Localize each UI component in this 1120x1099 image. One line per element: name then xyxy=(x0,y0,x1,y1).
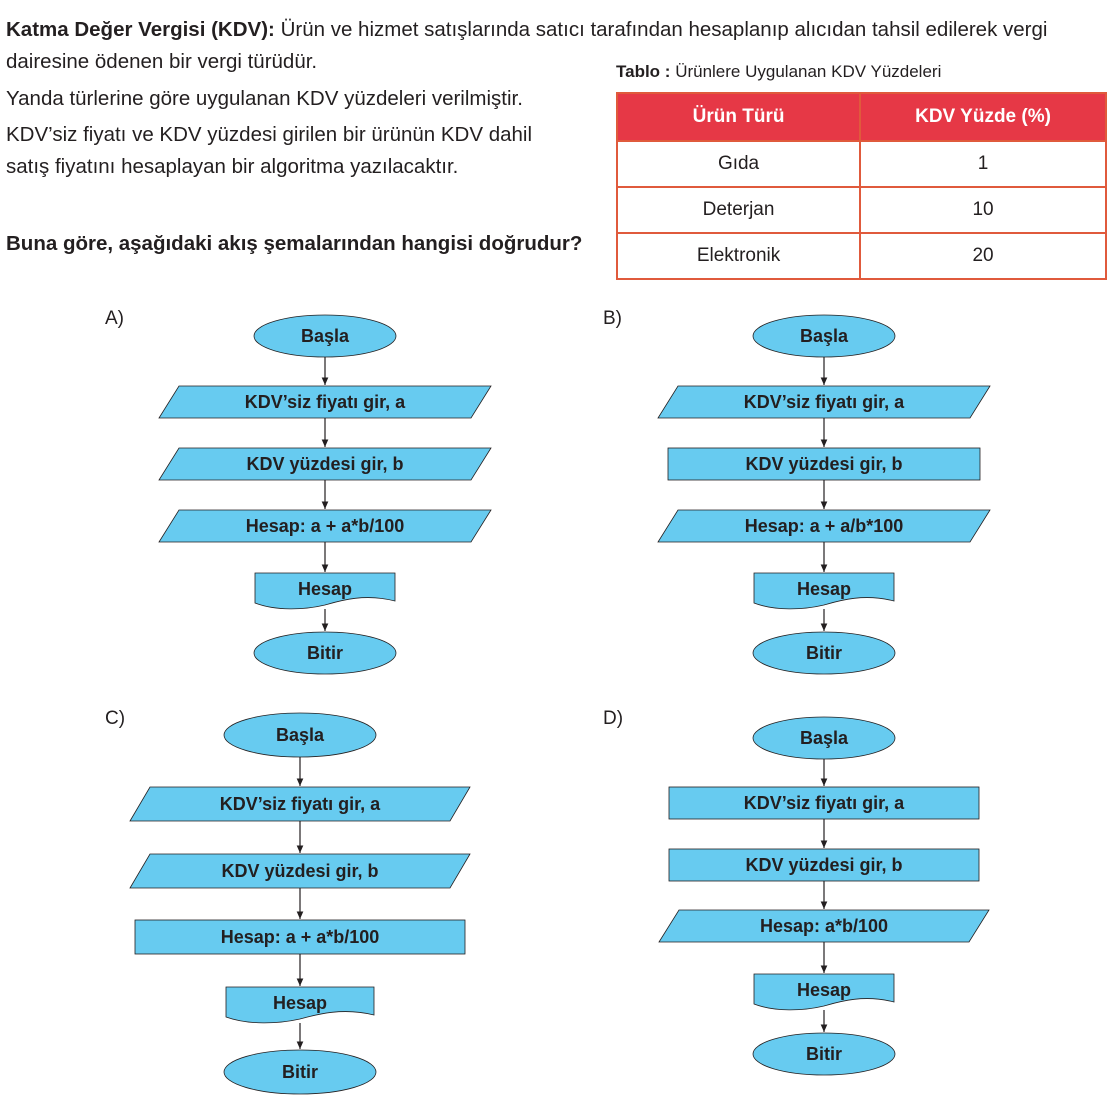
option-b-input-percent-label: KDV yüzdesi gir, b xyxy=(745,454,903,474)
option-b-process-label: Hesap: a + a/b*100 xyxy=(744,516,904,536)
option-a-label: A) xyxy=(105,308,124,329)
option-a-end-label: Bitir xyxy=(307,643,343,663)
question-text: Buna göre, aşağıdaki akış şemalarından hangisi doğrudur? xyxy=(6,232,583,255)
option-a-output-label: Hesap xyxy=(297,579,353,599)
option-b-label: B) xyxy=(603,308,622,329)
definition-text: Ürün ve hizmet satışlarında satıcı tarafından hesaplanıp alıcıdan tahsil edilerek vergi dairesine ödenen bir vergi türüdür. xyxy=(6,18,1048,73)
table-cell: 20 xyxy=(860,233,1106,279)
intro-line-table-ref: Yanda türlerine göre uygulanan KDV yüzdeleri verilmiştir. xyxy=(6,87,523,110)
option-a-input-percent-label: KDV yüzdesi gir, b xyxy=(246,454,404,474)
option-b-output-label: Hesap xyxy=(796,579,852,599)
table-cell: Gıda xyxy=(617,141,860,187)
option-b-start-label: Başla xyxy=(799,326,849,346)
table-caption-label: Tablo : xyxy=(616,62,671,81)
intro-line-algorithm-b: satış fiyatını hesaplayan bir algoritma yazılacaktır. xyxy=(6,155,459,178)
header-product-type: Ürün Türü xyxy=(617,93,860,141)
option-c-start-label: Başla xyxy=(275,725,325,745)
option-d-output-label: Hesap xyxy=(796,980,852,1000)
option-b-end-label: Bitir xyxy=(806,643,842,663)
option-c-output-label: Hesap xyxy=(272,993,328,1013)
option-c-input-percent-label: KDV yüzdesi gir, b xyxy=(221,861,379,881)
table-cell: Elektronik xyxy=(617,233,860,279)
table-cell: 10 xyxy=(860,187,1106,233)
option-c-end-label: Bitir xyxy=(282,1062,318,1082)
option-c-input-price-label: KDV’siz fiyatı gir, a xyxy=(219,794,381,814)
option-d-start-label: Başla xyxy=(799,728,849,748)
option-d-process-label: Hesap: a*b/100 xyxy=(759,916,889,936)
option-a-input-price-label: KDV’siz fiyatı gir, a xyxy=(244,392,406,412)
header-kdv-percent: KDV Yüzde (%) xyxy=(860,93,1106,141)
option-a-start-label: Başla xyxy=(300,326,350,346)
option-d-input-price-label: KDV’siz fiyatı gir, a xyxy=(743,793,905,813)
term-kdv: Katma Değer Vergisi (KDV): xyxy=(6,18,275,41)
option-d-end-label: Bitir xyxy=(806,1044,842,1064)
table-cell: Deterjan xyxy=(617,187,860,233)
table-caption-title: Ürünlere Uygulanan KDV Yüzdeleri xyxy=(675,62,942,81)
table-cell: 1 xyxy=(860,141,1106,187)
option-d-input-percent-label: KDV yüzdesi gir, b xyxy=(745,855,903,875)
option-c-label: C) xyxy=(105,708,126,729)
option-c-process-label: Hesap: a + a*b/100 xyxy=(220,927,380,947)
intro-line-algorithm-a: KDV’siz fiyatı ve KDV yüzdesi girilen bir ürünün KDV dahil xyxy=(6,123,533,146)
option-a-process-label: Hesap: a + a*b/100 xyxy=(245,516,405,536)
option-b-input-price-label: KDV’siz fiyatı gir, a xyxy=(743,392,905,412)
option-d-label: D) xyxy=(603,708,624,729)
